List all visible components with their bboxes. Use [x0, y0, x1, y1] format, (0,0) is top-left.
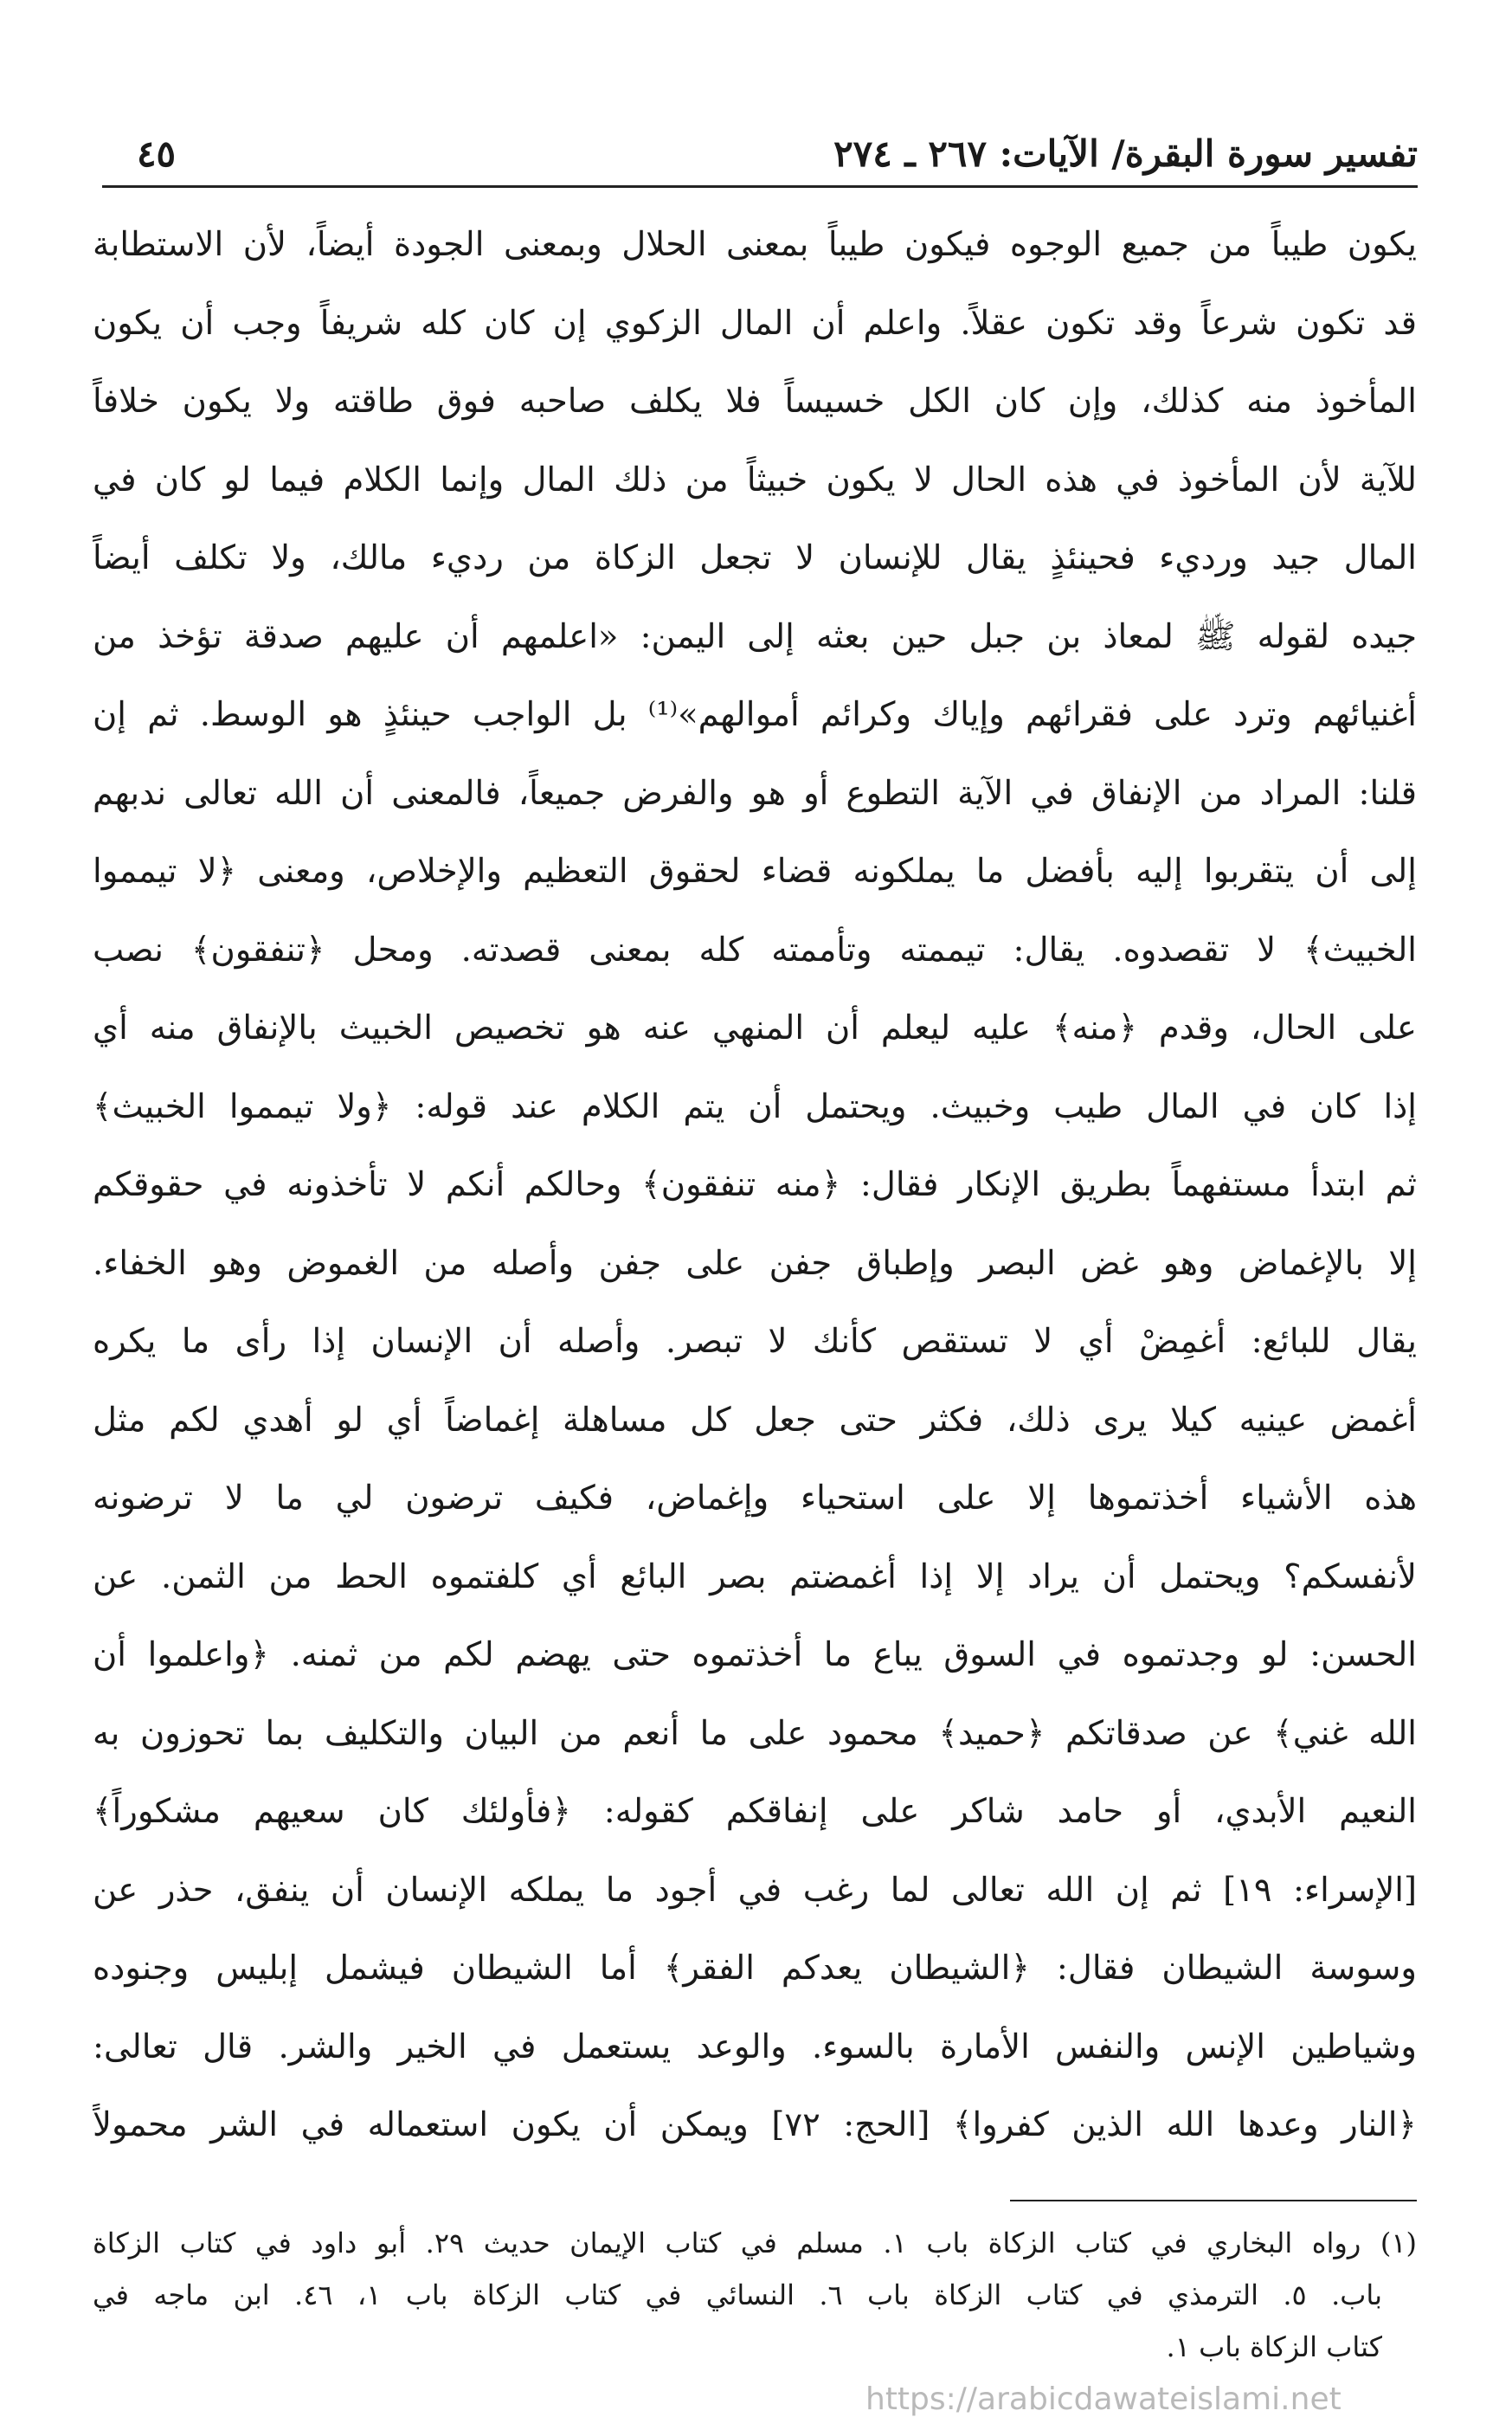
text-line: هذه الأشياء أخذتموها إلا على استحياء وإغماض، فكيف ترضون لي ما لا ترضونه: [93, 1479, 1417, 1518]
text-line: الحسن: لو وجدتموه في السوق يباع ما أخذتموه حتى يهضم لكم من ثمنه. ﴿واعلموا أن: [93, 1635, 1417, 1674]
text-line: على الحال، وقدم ﴿منه﴾ عليه ليعلم أن المنهي عنه هو تخصيص الخبيث بالإنفاق منه أي: [93, 1009, 1417, 1047]
main-text: [93, 206, 1417, 2165]
text-line: قلنا: المراد من الإنفاق في الآية التطوع أو هو والفرض جميعاً، فالمعنى أن الله تعالى ندبهم: [93, 773, 1417, 813]
text-line: إلا بالإغماض وهو غض البصر وإطباق جفن على جفن وأصله من الغموض وهو الخفاء.: [93, 1243, 1417, 1283]
text-line: وشياطين الإنس والنفس الأمارة بالسوء. والوعد يستعمل في الخير والشر. قال تعالى:: [93, 2027, 1417, 2066]
text-line: المأخوذ منه كذلك، وإن كان الكل خسيساً فلا يكلف صاحبه فوق طاقته ولا يكون خلافاً: [93, 382, 1417, 421]
text-line: للآية لأن المأخوذ في هذه الحال لا يكون خبيثاً من ذلك المال وإنما الكلام فيما لو كان في: [93, 460, 1417, 500]
text-line: إلى أن يتقربوا إليه بأفضل ما يملكونه قضاء لحقوق التعظيم والإخلاص، ومعنى ﴿لا تيمموا: [93, 852, 1417, 891]
text-line: الخبيث﴾ لا تقصدوه. يقال: تيممته وتأممته كله بمعنى قصدته. ومحل ﴿تنفقون﴾ نصب: [93, 930, 1417, 970]
footnote-line: (١) رواه البخاري في كتاب الزكاة باب ١. مسلم في كتاب الإيمان حديث ٢٩. أبو داود في كتاب الزكاة: [93, 2226, 1417, 2259]
text-line: أغمض عينيه كيلا يرى ذلك، فكثر حتى جعل كل مساهلة إغماضاً أي لو أهدي لكم مثل: [93, 1400, 1417, 1440]
text-line: جيده لقوله ﷺ لمعاذ بن جبل حين بعثه إلى اليمن: «اعلمهم أن عليهم صدقة تؤخذ من: [93, 616, 1417, 656]
text-line: أغنيائهم وترد على فقرائهم وإياك وكرائم أموالهم»⁽¹⁾ بل الواجب حينئذٍ هو الوسط. ثم إن: [93, 695, 1417, 734]
text-line: [الإسراء: ١٩] ثم إن الله تعالى لما رغب في أجود ما يملكه الإنسان أن ينفق، حذر عن: [93, 1870, 1417, 1910]
footnote-line: كتاب الزكاة باب ١.: [1166, 2330, 1382, 2363]
header-title: تفسير سورة البقرة/ الآيات: ٢٦٧ ـ ٢٧٤: [833, 132, 1418, 175]
footnotes: [93, 2217, 1417, 2373]
footnote-line: باب. ٥. الترمذي في كتاب الزكاة باب ٦. النسائي في كتاب الزكاة باب ١، ٤٦. ابن ماجه في: [93, 2278, 1383, 2311]
text-line: إذا كان في المال طيب وخبيث. ويحتمل أن يتم الكلام عند قوله: ﴿ولا تيمموا الخبيث﴾: [93, 1086, 1417, 1126]
text-line: يقال للبائع: أغمِضْ أي لا تستقص كأنك لا تبصر. وأصله أن الإنسان إذا رأى ما يكره: [93, 1322, 1417, 1361]
page-number: ٤٥: [137, 132, 177, 175]
footnote-divider: [1010, 2200, 1417, 2201]
watermark-url: https://arabicdawateislami.net: [865, 2381, 1341, 2417]
running-header: [102, 111, 1418, 188]
text-line: قد تكون شرعاً وقد تكون عقلاً. واعلم أن المال الزكوي إن كان كله شريفاً وجب أن يكون: [93, 303, 1417, 343]
text-line: المال جيد ورديء فحينئذٍ يقال للإنسان لا تجعل الزكاة من رديء مالك، ولا تكلف أيضاً: [93, 538, 1417, 577]
text-line: يكون طيباً من جميع الوجوه فيكون طيباً بمعنى الحلال وبمعنى الجودة أيضاً، لأن الاستطابة: [93, 225, 1417, 264]
text-line: النعيم الأبدي، أو حامد شاكر على إنفاقكم كقوله: ﴿فأولئك كان سعيهم مشكوراً﴾: [93, 1792, 1417, 1831]
text-line: الله غني﴾ عن صدقاتكم ﴿حميد﴾ محمود على ما أنعم من البيان والتكليف بما تحوزون به: [93, 1713, 1417, 1753]
text-line: وسوسة الشيطان فقال: ﴿الشيطان يعدكم الفقر﴾ أما الشيطان فيشمل إبليس وجنوده: [93, 1949, 1417, 1988]
text-line: ثم ابتدأ مستفهماً بطريق الإنكار فقال: ﴿منه تنفقون﴾ وحالكم أنكم لا تأخذونه في حقوقكم: [93, 1165, 1417, 1204]
text-line: لأنفسكم؟ ويحتمل أن يراد إلا إذا أغمضتم بصر البائع أي كلفتموه الحط من الثمن. عن: [93, 1557, 1417, 1596]
text-line: ﴿النار وعدها الله الذين كفروا﴾ [الحج: ٧٢] ويمكن أن يكون استعماله في الشر محمولاً: [93, 2105, 1417, 2144]
